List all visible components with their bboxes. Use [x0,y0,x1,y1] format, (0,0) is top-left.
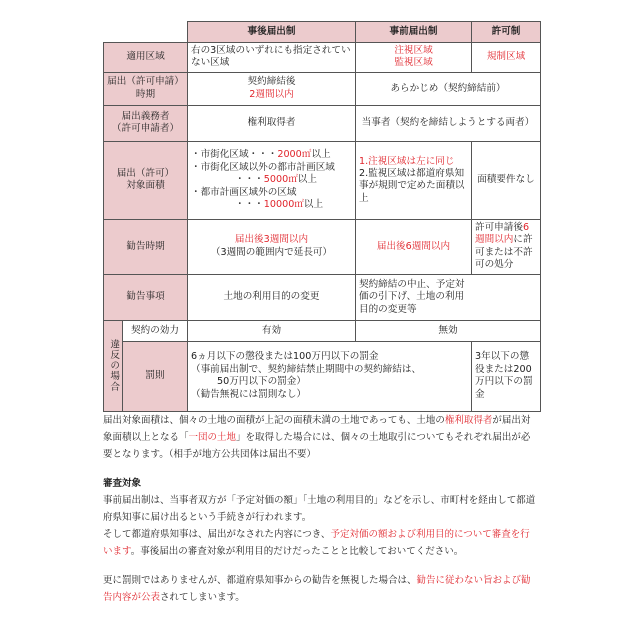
penalty-line-c: 50万円以下の罰金） [217,376,306,388]
p2-red-1: 予定対価の額および利用目的について審査を行います [103,529,530,557]
row-obligor [104,105,541,141]
target-area-permission: 面積要件なし [472,141,541,219]
paragraph-advice [103,572,539,606]
review-heading: 審査対象 [103,478,142,489]
label-timing [104,72,188,105]
label-obligor [104,105,188,141]
penalty-line-a: 6ヵ月以下の懲役または100万円以下の罰金 [191,351,379,363]
p3-text-1: 更に罰則ではありませんが、都道府県知事からの勧告を無視した場合は、 [103,575,417,586]
header-corner [104,22,188,43]
label-target-area-a: 届出（許可） [116,167,175,179]
advice-matter-pre-text: 契約締結の中止、予定対価の引下げ、土地の利用目的の変更等 [359,278,465,315]
penalty-line-d: （勧告無視には罰則なし） [191,388,307,400]
label-advice-time: 勧告時期 [104,219,188,274]
penalty-line-b: （事前届出制で、契約締結禁止期間中の契約締結は、 [191,363,422,375]
target-area-pre-monitor: 2.監視区域は都道府県知事が規則で定めた面積以上 [359,167,465,204]
label-area: 適用区域 [104,43,188,73]
area-pre [356,43,472,73]
area-pre-monitor: 監視区域 [394,57,433,69]
p3-text-2: されてしまいます。 [160,592,245,603]
advice-time-post [188,219,356,274]
advice-matter-post: 土地の利用目的の変更 [188,274,356,320]
paragraph-review [103,475,539,560]
advice-matter-pre [356,274,541,320]
row-timing [104,72,541,105]
target-area-line1: ・市街化区域・・・2000㎡以上 [191,149,331,161]
header-permission: 許可制 [472,22,541,43]
area-permission: 規制区域 [472,43,541,73]
advice-time-post-a: 届出後3週間以内 [234,234,309,246]
label-violation: 違反の場合 [104,320,123,411]
label-obligor-a: 届出義務者 [121,110,170,122]
row-target-area [104,141,541,219]
effect-pre: 無効 [356,320,541,341]
label-target-area [104,141,188,219]
target-area-pre-watch: 1.注視区域は左に同じ [359,155,455,167]
target-area-line5: ・・・10000㎡以上 [235,199,324,211]
label-advice-matter: 勧告事項 [104,274,188,320]
area-pre-watch: 注視区域 [394,45,433,56]
p1-text-1: 届出対象面積は、個々の土地の面積が上記の面積未満の土地であっても、土地の [103,415,445,426]
p3-red-1: 勧告に従わない旨および勧告内容が公表 [103,575,531,603]
target-area-post [188,141,356,219]
header-post-notification: 事後届出制 [188,22,356,43]
label-effect: 契約の効力 [123,320,188,341]
label-penalty: 罰則 [123,341,188,411]
p2-text-2: そして都道府県知事は、届出がなされた内容につき、 [103,529,331,540]
timing-post-b: 2週間以内 [249,88,294,100]
target-area-line3: ・・・5000㎡以上 [235,174,317,186]
header-row [104,22,541,43]
comparison-table [103,21,541,412]
advice-time-post-b: （3週間の範囲内で延長可） [210,246,333,258]
header-pre-notification: 事前届出制 [356,22,472,43]
label-timing-b: 時期 [135,88,156,100]
row-advice-time [104,219,541,274]
timing-post [188,72,356,105]
timing-post-a: 契約締結後 [247,76,296,88]
row-area [104,43,541,73]
advice-time-permission: 許可申請後6週間以内に許可または不許可の処分 [472,219,541,274]
p1-text-2: が届出対象面積以上となる「 [103,415,531,443]
target-area-line4: ・都市計画区域外の区域 [191,186,297,198]
paragraph-target-area [103,412,539,463]
timing-pre: あらかじめ（契約締結前） [356,72,541,105]
p1-text-3: 」を取得した場合には、個々の土地取引についてもそれぞれ届出が必要となります。（相手が地方公共団体は届出不要） [103,432,531,460]
p2-line-2 [103,526,539,560]
obligor-post: 権利取得者 [188,105,356,141]
obligor-pre: 当事者（契約を締結しようとする両者） [356,105,541,141]
label-timing-a: 届出（許可申請） [107,76,184,88]
area-post: 右の3区域のいずれにも指定されていない区域 [188,43,356,73]
p2-text-3: 。事後届出の審査対象が利用目的だけだったことと比較しておいてください。 [130,546,464,557]
p1-red-2: 一団の土地 [188,432,237,443]
row-penalty [104,341,541,411]
penalty-permission: 3年以下の懲役または200万円以下の罰金 [472,341,541,411]
target-area-pre [356,141,472,219]
row-effect [104,320,541,341]
label-obligor-b: （許可申請者） [111,123,180,135]
effect-post: 有効 [188,320,356,341]
target-area-line2: ・市街化区域以外の都市計画区域 [191,161,335,173]
row-advice-matter [104,274,541,320]
p2-text-1: 事前届出制は、当事者双方が「予定対価の額」「土地の利用目的」などを示し、市町村を経由して都道府県知事に届け出るという手続きが行われます。 [103,495,536,523]
label-target-area-b: 対象面積 [126,180,165,192]
penalty-post-pre [188,341,472,411]
p1-red-1: 権利取得者 [444,415,493,426]
advice-time-pre: 届出後6週間以内 [356,219,472,274]
